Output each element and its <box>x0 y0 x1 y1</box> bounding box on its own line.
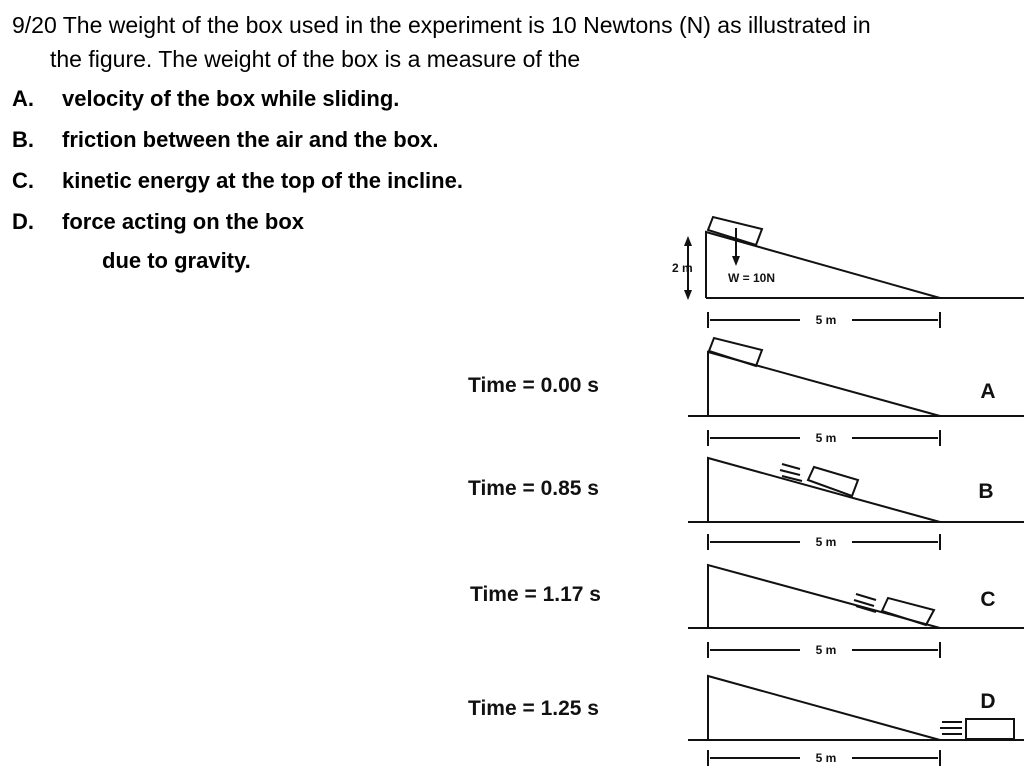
choice-d-text: force acting on the box <box>62 209 305 234</box>
choice-d-letter: D. <box>12 209 34 234</box>
choice-b-letter: B. <box>12 127 34 152</box>
panel-b-motion-line-1 <box>782 464 800 469</box>
panel-d-distance-label: 5 m <box>815 751 837 765</box>
weight-label: W = 10N <box>728 271 776 285</box>
panel-d-letter: D <box>980 690 996 713</box>
choice-b-text: friction between the air and the box. <box>62 127 439 152</box>
top-ramp <box>706 232 940 298</box>
height-arrow-up <box>684 236 692 246</box>
question-stem-line-2: the figure. The weight of the box is a measure of the <box>50 46 581 72</box>
question-stem-line-1: 9/20 The weight of the box used in the experiment is 10 Newtons (N) as illustrated in <box>12 12 871 38</box>
panel-b-distance-label: 5 m <box>815 535 837 549</box>
panel-a-distance-label: 5 m <box>815 431 837 445</box>
panel-c-distance-label: 5 m <box>815 643 837 657</box>
weight-arrow-head <box>732 256 740 266</box>
choice-a-letter: A. <box>12 86 34 111</box>
height-label: 2 m <box>672 261 693 275</box>
height-arrow-down <box>684 290 692 300</box>
panel-c-motion-line-1 <box>856 594 876 600</box>
choice-c-letter: C. <box>12 168 34 193</box>
panel-c-time-label: Time = 1.17 s <box>470 583 601 606</box>
panel-a-box <box>709 338 762 366</box>
choice-d-continuation: due to gravity. <box>102 248 251 273</box>
panel-b-time-label: Time = 0.85 s <box>468 477 599 500</box>
panel-c-box <box>882 598 934 625</box>
top-distance-label: 5 m <box>815 313 837 327</box>
panel-b-motion-line-2 <box>780 470 800 475</box>
choice-c-text: kinetic energy at the top of the incline. <box>62 168 463 193</box>
choice-a-text: velocity of the box while sliding. <box>62 86 400 111</box>
panel-b <box>688 458 1024 550</box>
panel-d-ramp <box>708 676 940 740</box>
panel-a-letter: A <box>980 380 996 403</box>
panel-a <box>688 338 1024 446</box>
panel-b-letter: B <box>978 480 994 503</box>
panel-d <box>688 676 1024 766</box>
panel-d-box <box>966 719 1014 739</box>
panel-a-time-label: Time = 0.00 s <box>468 374 599 397</box>
panel-b-ramp <box>708 458 940 522</box>
panel-c-letter: C <box>980 588 996 611</box>
panel-c <box>688 565 1024 658</box>
panel-d-time-label: Time = 1.25 s <box>468 697 599 720</box>
